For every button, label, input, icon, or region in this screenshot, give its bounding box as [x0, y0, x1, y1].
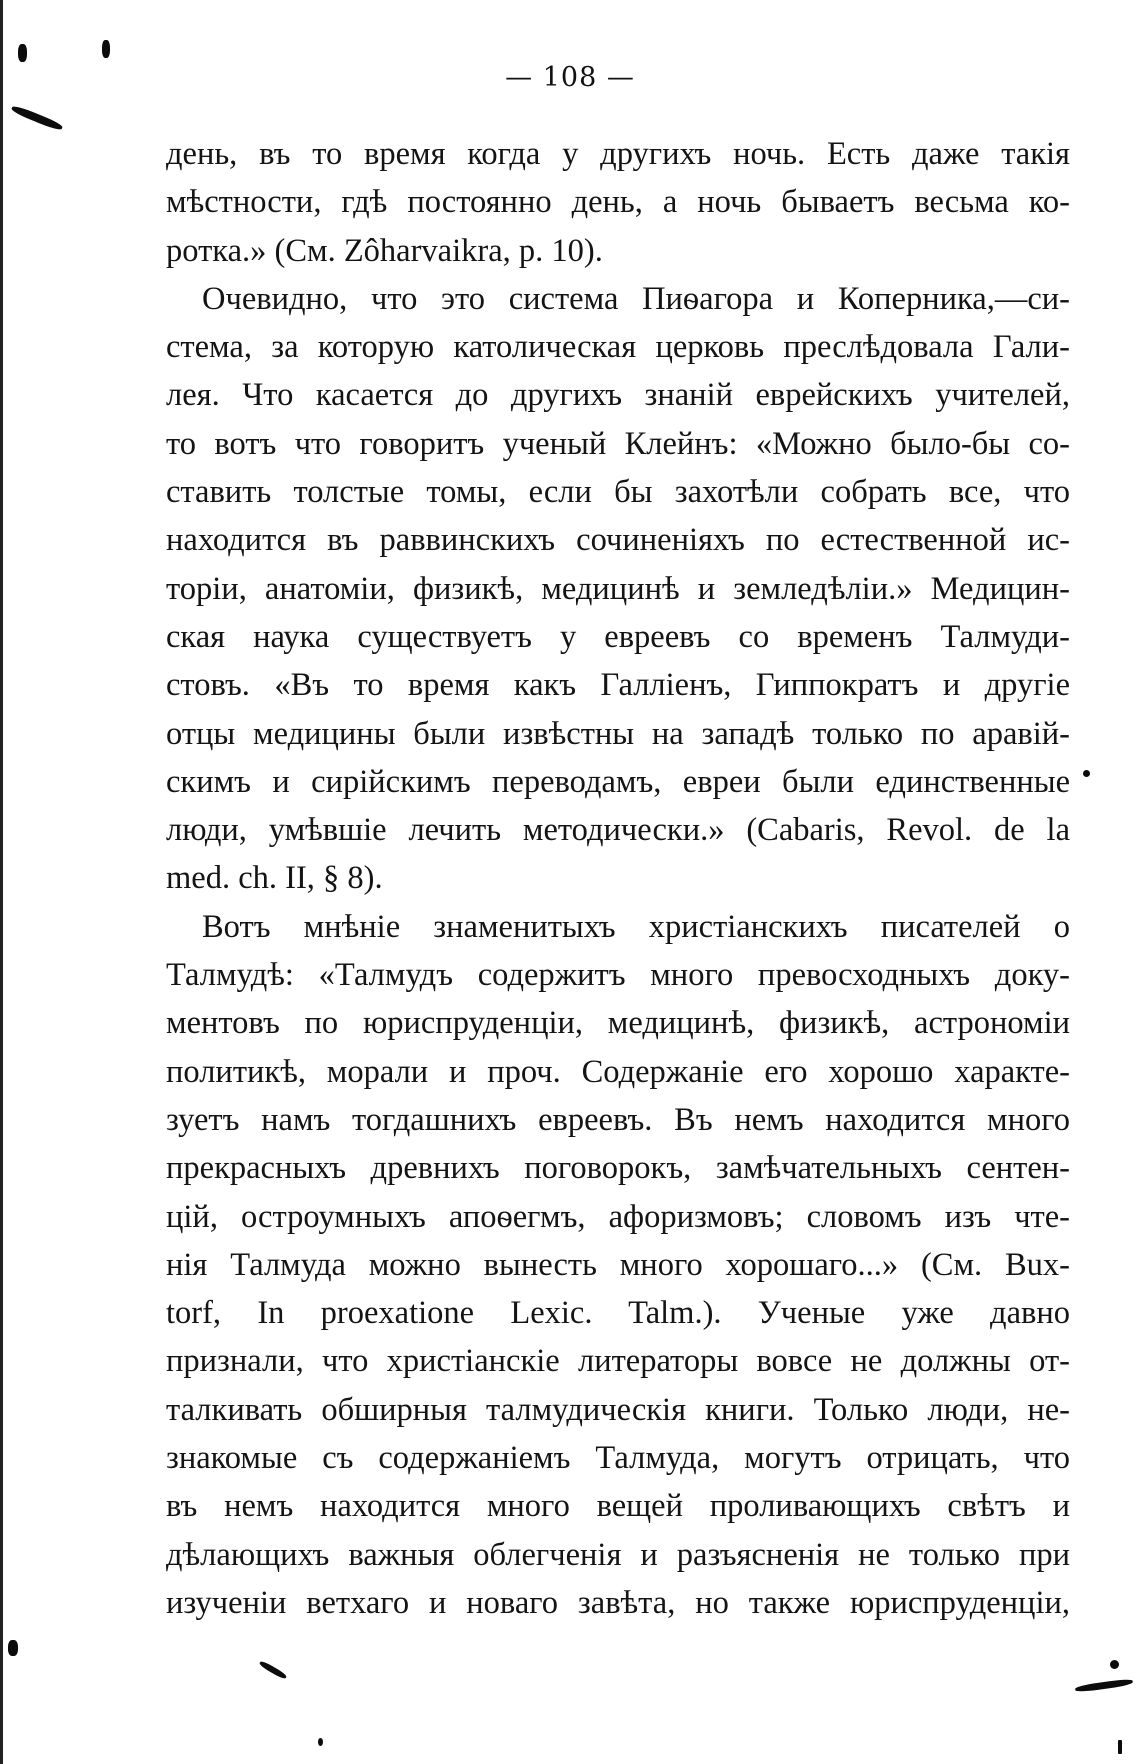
text-line: скимъ и сирійскимъ переводамъ, евреи были единственные: [166, 763, 1070, 800]
text-line: med. ch. II, § 8).: [166, 860, 383, 897]
scan-speck: [1118, 1740, 1122, 1754]
text-line: находится въ раввинскихъ сочиненіяхъ по естественной ис-: [166, 522, 1070, 559]
text-line: цій, остроумныхъ апоѳегмъ, афоризмовъ; словомъ изъ чте-: [166, 1198, 1070, 1235]
text-line: отцы медицины были извѣстны на западѣ только по аравій-: [166, 715, 1070, 752]
page-edge-shadow: [0, 0, 3, 1764]
text-line: прекрасныхъ древнихъ поговорокъ, замѣчательныхъ сентен-: [166, 1150, 1070, 1187]
text-line: въ немъ находится много вещей проливающихъ свѣтъ и: [166, 1488, 1070, 1525]
scan-smudge: [10, 104, 63, 132]
text-line: torf, In proexatione Lexic. Talm.). Ученые уже давно: [166, 1295, 1070, 1332]
scan-speck: [1083, 770, 1090, 777]
text-line: зуетъ намъ тогдашнихъ евреевъ. Въ немъ находится много: [166, 1101, 1070, 1138]
scan-speck: [318, 1738, 323, 1746]
text-line: ротка.» (См. Zôharvaikra, p. 10).: [166, 232, 603, 269]
page-number: — 108 —: [505, 62, 635, 93]
scan-smudge: [8, 1640, 18, 1656]
scan-smudge: [102, 40, 110, 58]
text-line: знакомые съ содержаніемъ Талмуда, могутъ отрицать, что: [166, 1440, 1070, 1477]
text-line: политикѣ, морали и проч. Содержаніе его хорошо характе-: [166, 1053, 1070, 1090]
text-line: Талмудѣ: «Талмудъ содержитъ много превосходныхъ доку-: [166, 957, 1070, 994]
paragraph-start-line: Очевидно, что это система Пиѳагора и Коперника,—си-: [202, 280, 1070, 317]
scan-smudge: [18, 44, 27, 62]
text-line: нія Талмуда можно вынесть много хорошаго...» (См. Bux-: [166, 1246, 1070, 1283]
text-line: люди, умѣвшіе лечить методически.» (Cabaris, Revol. de la: [166, 812, 1070, 849]
text-line: ставить толстые томы, если бы захотѣли собрать все, что: [166, 474, 1070, 511]
body-text: [166, 130, 1070, 1627]
text-line: день, въ то время когда у другихъ ночь. Есть даже такія: [166, 136, 1070, 172]
text-line: дѣлающихъ важныя облегченія и разъясненія не только при: [166, 1536, 1070, 1573]
text-line: стовъ. «Въ то время какъ Галліенъ, Гиппократъ и другіе: [166, 667, 1070, 704]
text-line: стема, за которую католическая церковь преслѣдовала Гали-: [166, 329, 1070, 366]
text-line: мѣстности, гдѣ постоянно день, а ночь бываетъ весьма ко-: [166, 184, 1070, 221]
text-line: ская наука существуетъ у евреевъ со временъ Талмуди-: [166, 618, 1070, 655]
scan-speck: [1110, 1660, 1119, 1669]
text-line: торіи, анатоміи, физикѣ, медицинѣ и земледѣліи.» Медицин-: [166, 570, 1070, 607]
paragraph-start-line: Вотъ мнѣніе знаменитыхъ христіанскихъ писателей о: [202, 908, 1070, 945]
text-line: признали, что христіанскіе литераторы вовсе не должны от-: [166, 1343, 1070, 1380]
text-line: лея. Что касается до другихъ знаній еврейскихъ учителей,: [166, 377, 1070, 414]
text-line: ментовъ по юриспруденціи, медицинѣ, физикѣ, астрономіи: [166, 1005, 1070, 1042]
scan-smudge: [1075, 1678, 1133, 1693]
scan-smudge: [259, 1660, 288, 1680]
text-line: талкивать обширныя талмудическія книги. Только люди, не-: [166, 1391, 1070, 1428]
text-line: то вотъ что говоритъ ученый Клейнъ: «Можно было-бы со-: [166, 425, 1070, 462]
text-line: изученіи ветхаго и новаго завѣта, но также юриспруденціи,: [166, 1584, 1070, 1621]
